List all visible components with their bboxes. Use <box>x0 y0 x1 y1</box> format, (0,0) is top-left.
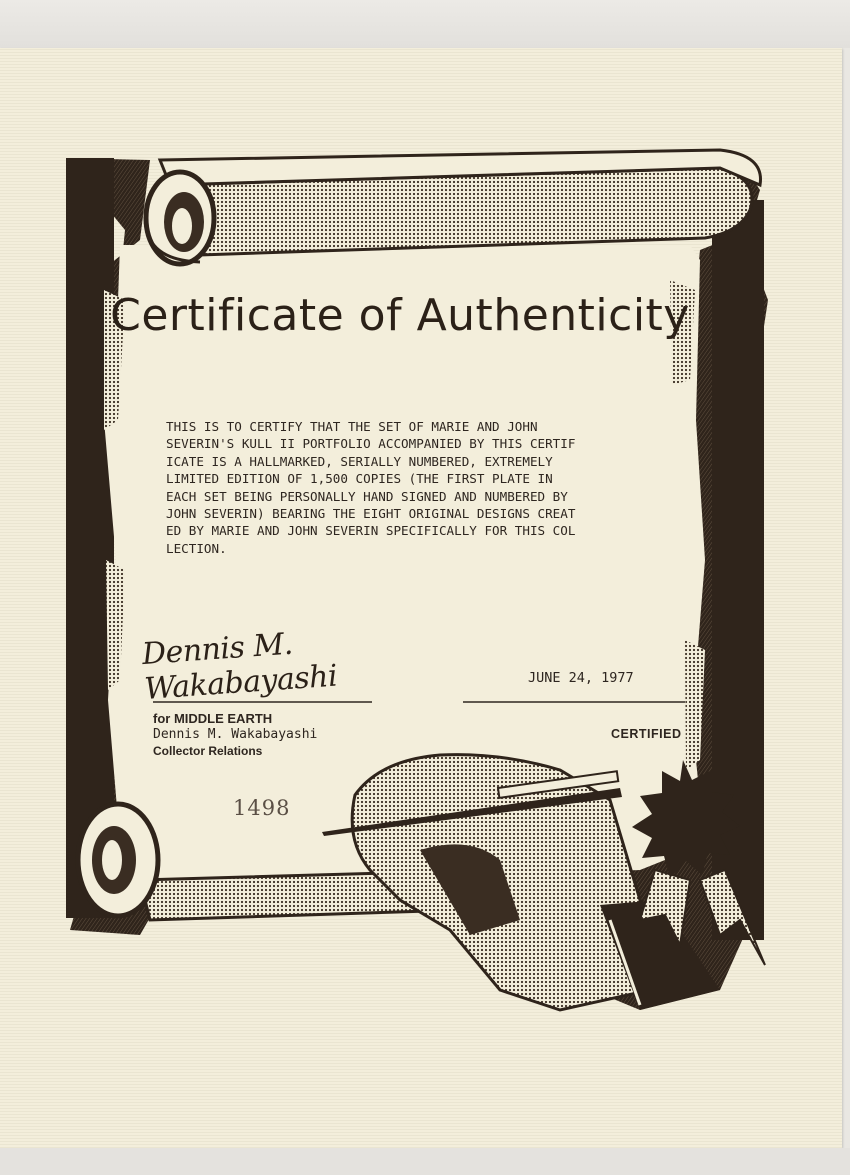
signer-name: Dennis M. Wakabayashi <box>153 727 318 742</box>
certificate-body: THIS IS TO CERTIFY THAT THE SET OF MARIE AND JOHN SEVERIN'S KULL II PORTFOLIO ACCOMPANIED BY THIS CERTIF ICATE IS A HALLMARKED, SERIALLY NUMBERED, EXTREMELY LIMITED EDITION OF 1,500 COPIES (THE FIRST PLATE IN EACH SET BEING PERSONALLY HAND SIGNED AND NUMBERED BY JOHN SEVERIN) BEARING THE EIGHT ORIGINAL DESIGNS CREAT ED BY MARIE AND JOHN SEVERIN SPECIFICALLY FOR THIS COL LECTION. <box>166 419 576 556</box>
issuer-line: for MIDDLE EARTH <box>153 711 273 726</box>
certificate-title: Certificate of Authenticity <box>110 290 690 341</box>
certificate-date: JUNE 24, 1977 <box>528 670 634 686</box>
signer-role: Collector Relations <box>153 744 263 758</box>
certified-label: CERTIFIED <box>611 727 682 741</box>
serial-number: 1498 <box>233 796 291 820</box>
handwritten-signature: Dennis M. Wakabayashi <box>140 626 339 707</box>
